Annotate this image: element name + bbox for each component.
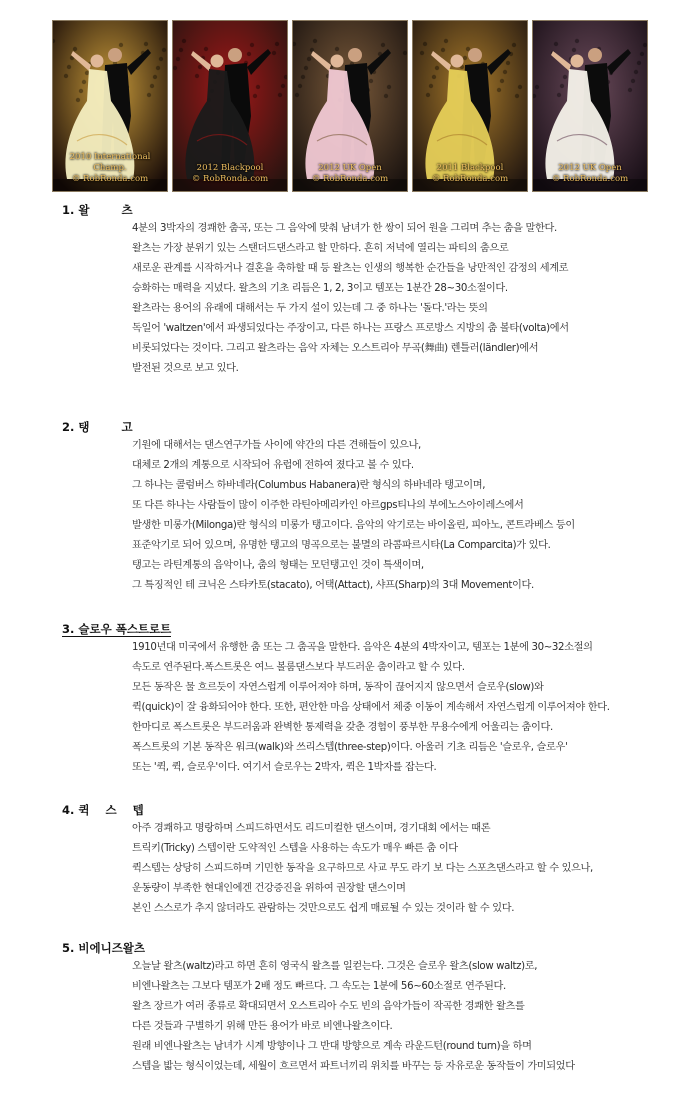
body-line: 퀵스텝는 상당히 스피드하며 기민한 동작을 요구하므로 사교 무도 라기 보 다는 스포츠댄스라고 할 수 있으나, bbox=[132, 863, 593, 874]
body-line: 발전된 것으로 보고 있다. bbox=[132, 363, 239, 374]
photo-caption-credit: © RobRonda.com bbox=[311, 174, 389, 184]
body-line: 속도로 연주된다.폭스트롯은 여느 볼룸댄스보다 부드러운 춤이라고 할 수 있다. bbox=[132, 662, 465, 673]
section-body bbox=[132, 638, 662, 778]
body-line: 또 다른 하나는 사람들이 많이 이주한 라틴아메리카인 아르gps티나의 부에노스아이레스에서 bbox=[132, 500, 524, 511]
section-viennese-waltz bbox=[62, 939, 662, 1077]
body-line: 그 특징적인 테 크닉은 스타카토(stacato), 어택(Attact), 샤프(Sharp)의 3대 Movement이다. bbox=[132, 580, 534, 591]
section-heading-text: 3. 슬로우 폭스트로트 bbox=[62, 622, 172, 636]
section-heading: 2. 탱 고 bbox=[62, 420, 133, 434]
body-line: 표준악기로 되어 있으며, 유명한 탱고의 명곡으로는 불멸의 라콤파르시타(La Comparcita)가 있다. bbox=[132, 540, 551, 551]
section-heading: 1. 왈 츠 bbox=[62, 203, 133, 217]
section-waltz bbox=[62, 201, 662, 379]
dance-photo-2 bbox=[172, 20, 288, 192]
body-line: 기원에 대해서는 댄스연구가들 사이에 약간의 다른 견해들이 있으나, bbox=[132, 440, 421, 451]
photo-caption-title: 2012 Blackpool bbox=[196, 163, 264, 173]
section-body bbox=[132, 819, 662, 919]
body-line: 4분의 3박자의 경쾌한 춤곡, 또는 그 음악에 맞춰 남녀가 한 쌍이 되어 원을 그리며 추는 춤을 말한다. bbox=[132, 223, 557, 234]
body-line: 승화하는 매력을 지녔다. 왈츠의 기초 리듬은 1, 2, 3이고 템포는 1분간 28~30소절이다. bbox=[132, 283, 508, 294]
body-line: 한마디로 폭스트롯은 부드러움과 완벽한 통제력을 갖춘 경험이 풍부한 무용수에게 어울리는 춤이다. bbox=[132, 722, 553, 733]
body-line: 아주 경쾌하고 명랑하며 스피드하면서도 리드미컬한 댄스이며, 경기대회 에서는 때론 bbox=[132, 823, 491, 834]
dance-photo-5 bbox=[532, 20, 648, 192]
body-line: 폭스트롯의 기본 동작은 워크(walk)와 쓰리스텝(three-step)이다. 아울러 기초 리듬은 '슬로우, 슬로우' bbox=[132, 742, 568, 753]
body-line: 대체로 2개의 계통으로 시작되어 유럽에 전하여 졌다고 볼 수 있다. bbox=[132, 460, 414, 471]
section-heading: 4. 퀵 스 텝 bbox=[62, 803, 144, 817]
body-line: 또는 '퀵, 퀵, 슬로우'이다. 여기서 슬로우는 2박자, 퀵은 1박자를 잡는다. bbox=[132, 762, 437, 773]
body-line: 왈츠라는 용어의 유래에 대해서는 두 가지 설이 있는데 그 중 하나는 '돌다.'라는 뜻의 bbox=[132, 303, 488, 314]
photo-strip bbox=[52, 20, 648, 192]
section-body bbox=[132, 957, 662, 1077]
body-line: 그 하나는 콜럼버스 하바네라(Columbus Habanera)란 형식의 하바네라 탱고이며, bbox=[132, 480, 486, 491]
dance-photo-3 bbox=[292, 20, 408, 192]
section-body bbox=[132, 436, 662, 596]
body-line: 다른 것들과 구별하기 위해 만든 용어가 바로 비엔나왈츠이다. bbox=[132, 1021, 393, 1032]
photo-caption-credit: © RobRonda.com bbox=[431, 174, 509, 184]
body-line: 트릭키(Tricky) 스텝이란 도약적인 스텝을 사용하는 속도가 매우 빠른 춤 이다 bbox=[132, 843, 458, 854]
body-line: 비엔나왈츠는 그보다 템포가 2배 정도 빠르다. 그 속도는 1분에 56~60소절로 연주된다. bbox=[132, 981, 506, 992]
body-line: 발생한 미롱가(Milonga)란 형식의 미롱가 탱고이다. 음악의 악기로는 바이올린, 피아노, 콘트라베스 등이 bbox=[132, 520, 575, 531]
photo-caption-title: 2010 International Champ. bbox=[69, 152, 151, 173]
section-body bbox=[132, 219, 662, 379]
body-line: 오늘날 왈츠(waltz)라고 하면 흔히 영국식 왈츠를 일컫는다. 그것은 슬로우 왈츠(slow waltz)로, bbox=[132, 961, 538, 972]
body-line: 탱고는 라틴계통의 음악이나, 춤의 형태는 모던탱고인 것이 특색이며, bbox=[132, 560, 424, 571]
body-line: 모든 동작은 물 흐르듯이 자연스럽게 이루어져야 하며, 동작이 끊어지지 않으면서 슬로우(slow)와 bbox=[132, 682, 544, 693]
body-line: 왈츠 장르가 여러 종류로 확대되면서 오스트리아 수도 빈의 음악가들이 작곡한 경쾌한 왈츠를 bbox=[132, 1001, 525, 1012]
section-quickstep bbox=[62, 801, 662, 919]
body-line: 비롯되었다는 것이다. 그리고 왈츠라는 음악 자체는 오스트리아 무곡(舞曲) 렌틀러(ländler)에서 bbox=[132, 343, 539, 354]
photo-caption bbox=[533, 163, 647, 185]
photo-caption bbox=[413, 163, 527, 185]
body-line: 독일어 'waltzen'에서 파생되었다는 주장이고, 다른 하나는 프랑스 프로방스 지방의 춤 볼타(volta)에서 bbox=[132, 323, 569, 334]
section-heading: 5. 비에니즈왈츠 bbox=[62, 941, 146, 955]
photo-caption bbox=[293, 163, 407, 185]
body-line: 새로운 관계를 시작하거나 결혼을 축하할 때 등 왈츠는 인생의 행복한 순간들을 낭만적인 감정의 세계로 bbox=[132, 263, 569, 274]
dance-photo-1 bbox=[52, 20, 168, 192]
section-tango bbox=[62, 418, 662, 596]
body-line: 본인 스스로가 추지 않더라도 관람하는 것만으로도 쉽게 매료될 수 있는 것이라 할 수 있다. bbox=[132, 903, 515, 914]
photo-caption-title: 2012 UK Open bbox=[558, 163, 622, 173]
photo-caption-credit: © RobRonda.com bbox=[71, 174, 149, 184]
photo-caption-title: 2011 Blackpool bbox=[436, 163, 504, 173]
dance-photo-4 bbox=[412, 20, 528, 192]
photo-caption-credit: © RobRonda.com bbox=[191, 174, 269, 184]
section-heading bbox=[62, 620, 662, 638]
photo-caption bbox=[53, 152, 167, 185]
body-line: 운동량이 부족한 현대인에겐 건강증진을 위하여 권장할 댄스이며 bbox=[132, 883, 406, 894]
photo-caption-title: 2012 UK Open bbox=[318, 163, 382, 173]
body-line: 왈츠는 가장 분위기 있는 스탠더드댄스라고 할 만하다. 흔히 저녁에 열리는 파티의 춤으로 bbox=[132, 243, 509, 254]
body-line: 원래 비엔나왈츠는 남녀가 시계 방향이나 그 반대 방향으로 계속 라운드턴(round turn)을 하며 bbox=[132, 1041, 532, 1052]
body-line: 1910년대 미국에서 유행한 춤 또는 그 춤곡을 말한다. 음악은 4분의 4박자이고, 템포는 1분에 30~32소절의 bbox=[132, 642, 593, 653]
section-slow-foxtrot bbox=[62, 620, 662, 778]
body-line: 스텝을 밟는 형식이었는데, 세월이 흐르면서 파트너끼리 위치를 바꾸는 등 자유로운 동작들이 가미되었다 bbox=[132, 1061, 575, 1072]
body-line: 퀵(quick)이 잘 융화되어야 한다. 또한, 편안한 마음 상태에서 체중 이동이 계속해서 자연스럽게 이루어져야 한다. bbox=[132, 702, 610, 713]
photo-caption bbox=[173, 163, 287, 185]
photo-caption-credit: © RobRonda.com bbox=[551, 174, 629, 184]
